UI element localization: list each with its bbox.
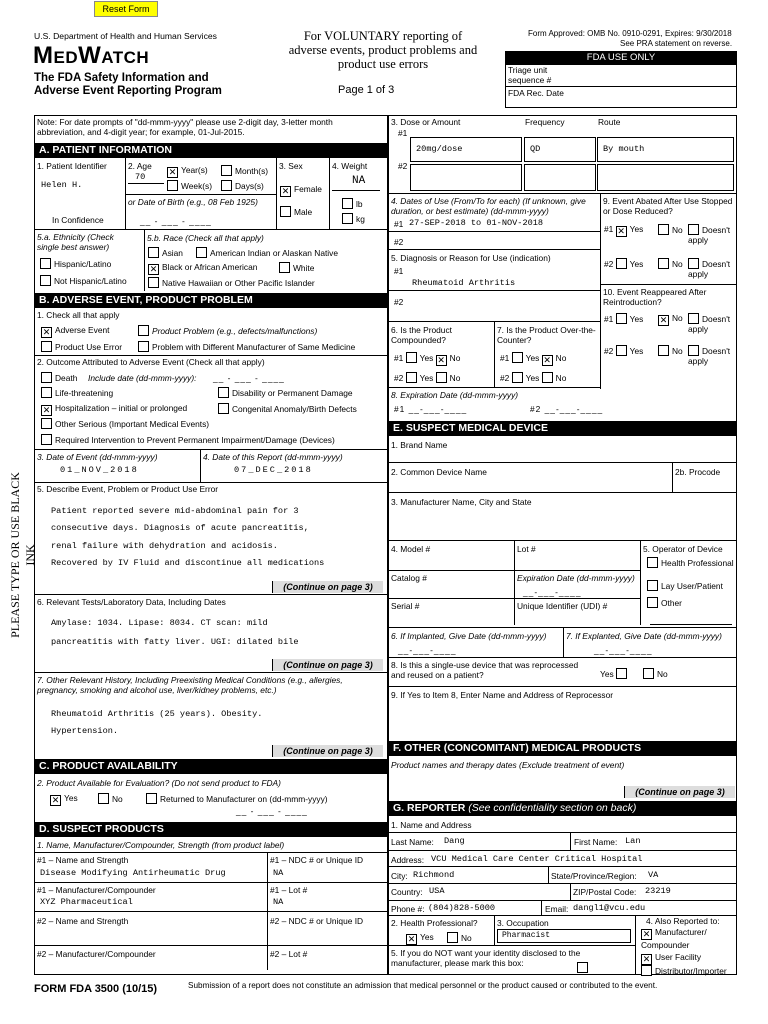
hp-no-checkbox[interactable]: No <box>447 932 472 943</box>
reappeared-label: 10. Event Reappeared After Reintroduction? <box>603 287 707 307</box>
reapp-2-no[interactable]: No <box>658 345 683 356</box>
catalog-label: Catalog # <box>391 573 427 583</box>
death-date-field[interactable]: __ - ___ - ____ <box>213 373 285 383</box>
single-use-no[interactable]: No <box>643 668 668 679</box>
footer-disclaimer: Submission of a report does not constitute an admission that medical personnel or the product caused or contributed to the event. <box>188 981 658 990</box>
death-checkbox[interactable]: Death <box>41 372 77 383</box>
address-value[interactable]: VCU Medical Care Center Critical Hospital <box>431 854 643 864</box>
operator-lay-checkbox[interactable]: Lay User/Patient <box>647 580 723 591</box>
abated-2-no[interactable]: No <box>658 258 683 269</box>
manufacturer-2-label: #2 – Manufacturer/Compounder <box>37 949 156 959</box>
first-name-label: First Name: <box>574 837 618 847</box>
hospitalization-checkbox[interactable]: ✕ Hospitalization – initial or prolonged <box>42 403 188 415</box>
section-f-header: F. OTHER (CONCOMITANT) MEDICAL PRODUCTS <box>389 741 737 756</box>
freq-1-value: QD <box>530 144 541 154</box>
medwatch-logo: MedWatch <box>33 42 150 69</box>
serial-label: Serial # <box>391 601 420 611</box>
sex-female-checkbox[interactable]: ✕ Female <box>281 184 322 196</box>
reapp-2-na[interactable]: Doesn't apply <box>688 346 731 366</box>
pra-statement: See PRA statement on reverse. <box>620 39 733 48</box>
country-value[interactable]: USA <box>429 886 445 896</box>
occupation-label: 3. Occupation <box>497 918 549 928</box>
tests-label: 6. Relevant Tests/Laboratory Data, Including Dates <box>37 597 226 607</box>
name-address-label: 1. Name and Address <box>391 820 472 830</box>
manufacturer-1-label: #1 – Manufacturer/Compounder <box>37 885 156 895</box>
lot-label: Lot # <box>517 544 536 554</box>
age-weeks-checkbox[interactable]: Week(s) <box>167 180 212 191</box>
dob-field[interactable]: __ - ___ - ____ <box>140 216 212 226</box>
suspect-name-label: 1. Name, Manufacturer/Compounder, Strength (from product label) <box>37 840 285 850</box>
implanted-field[interactable]: __-___-____ <box>398 645 457 655</box>
age-months-checkbox[interactable]: Month(s) <box>221 165 268 176</box>
fda-rec-label: FDA Rec. Date <box>508 88 564 98</box>
date-of-report-value[interactable]: 07_DEC_2018 <box>234 465 313 475</box>
sex-male-checkbox[interactable]: Male <box>280 206 312 217</box>
describe-line-4[interactable]: Recovered by IV Fluid and discontinue all medications <box>51 558 325 568</box>
age-label: 2. Age <box>128 161 152 171</box>
explanted-label: 7. If Explanted, Give Date (dd-mmm-yyyy) <box>566 631 722 641</box>
also-reported-label: 4. Also Reported to: <box>646 916 720 926</box>
age-days-checkbox[interactable]: Days(s) <box>221 180 264 191</box>
age-years-checkbox[interactable]: ✕ Year(s) <box>168 165 208 177</box>
section-a-header: A. PATIENT INFORMATION <box>35 143 387 158</box>
email-label: Email: <box>545 904 569 914</box>
abated-2-na[interactable]: Doesn't apply <box>688 259 731 279</box>
continue-history-button[interactable]: (Continue on page 3) <box>272 745 383 757</box>
side-instruction: PLEASE TYPE OR USE BLACK INK <box>8 472 37 638</box>
ndc-1-label: #1 – NDC # or Unique ID <box>270 855 364 865</box>
lot-1-value[interactable]: NA <box>273 897 284 907</box>
phone-label: Phone #: <box>391 904 425 914</box>
dates-of-use-label: 4. Dates of Use (From/To for each) (If unknown, give duration, or best estimate) (dd-mmm-yyyy) <box>391 196 586 216</box>
reset-form-button[interactable]: Reset Form <box>94 1 158 17</box>
reprocessor-label: 9. If Yes to Item 8, Enter Name and Address of Reprocessor <box>391 690 614 700</box>
expiration-label: 8. Expiration Date (dd-mmm-yyyy) <box>391 390 519 400</box>
race-amind-checkbox[interactable]: American Indian or Alaskan Native <box>196 247 338 258</box>
describe-label: 5. Describe Event, Problem or Product Use Error <box>37 484 219 494</box>
zip-label: ZIP/Postal Code: <box>573 887 637 897</box>
race-asian-checkbox[interactable]: Asian <box>148 247 183 258</box>
dose-label: 3. Dose or Amount <box>391 117 461 127</box>
product-use-error-checkbox[interactable]: Product Use Error <box>41 341 122 352</box>
row2-marker: #2 <box>398 161 408 171</box>
returned-date-field[interactable]: __ - ___ - ____ <box>236 806 308 816</box>
diagnosis-label: 5. Diagnosis or Reason for Use (indication) <box>391 253 551 263</box>
brand-name-label: 1. Brand Name <box>391 440 448 450</box>
history-line-1[interactable]: Rheumatoid Arthritis (25 years). Obesity. <box>51 709 263 719</box>
comp-1[interactable]: #1 Yes ✕ No <box>394 353 461 365</box>
ndc-2-label: #2 – NDC # or Unique ID <box>270 916 364 926</box>
frequency-label: Frequency <box>525 117 565 127</box>
dob-label: or Date of Birth (e.g., 08 Feb 1925) <box>128 197 258 207</box>
available-label: 2. Product Available for Evaluation? (Do not send product to FDA) <box>37 778 281 788</box>
returned-checkbox[interactable]: Returned to Manufacturer on (dd-mmm-yyyy) <box>146 793 328 804</box>
weight-label: 4. Weight <box>332 161 368 171</box>
race-black-checkbox[interactable]: ✕ Black or African American <box>149 262 258 274</box>
describe-line-3[interactable]: renal failure with dehydration and acidosis. <box>51 541 278 551</box>
describe-line-1[interactable]: Patient reported severe mid-abdominal pain for 3 <box>51 506 299 516</box>
describe-line-2[interactable]: consecutive days. Diagnosis of acute pancreatitis, <box>51 523 309 533</box>
common-device-label: 2. Common Device Name <box>391 467 487 477</box>
explanted-field[interactable]: __-___-____ <box>594 645 653 655</box>
abated-2-yes[interactable]: #2 Yes <box>604 259 644 269</box>
date-of-event-label: 3. Date of Event (dd-mmm-yyyy) <box>37 452 158 462</box>
reapp-2-yes[interactable]: #2 Yes <box>604 346 644 356</box>
triage-label: Triage unit sequence # <box>508 65 552 85</box>
reapp-1-no[interactable]: ✕ No <box>659 313 683 325</box>
also-uf-checkbox[interactable]: ✕ User Facility <box>642 952 702 964</box>
date-of-event-value[interactable]: 01_NOV_2018 <box>60 465 139 475</box>
weight-kg-checkbox[interactable]: kg <box>342 213 365 224</box>
last-name-label: Last Name: <box>391 837 434 847</box>
dose-2-field[interactable] <box>410 164 522 191</box>
section-d-header: D. SUSPECT PRODUCTS <box>35 822 387 837</box>
product-problem-checkbox[interactable]: Product Problem (e.g., defects/malfunctions) <box>138 325 317 336</box>
single-use-yes[interactable]: Yes <box>600 668 630 679</box>
form-number: FORM FDA 3500 (10/15) <box>34 983 158 995</box>
operator-hp-checkbox[interactable]: Health Professional <box>647 557 735 568</box>
row1-marker: #1 <box>398 128 408 138</box>
section-b-header: B. ADVERSE EVENT, PRODUCT PROBLEM <box>35 293 387 308</box>
age-value[interactable]: 70 <box>135 172 146 182</box>
hispanic-checkbox[interactable]: Hispanic/Latino <box>40 258 111 269</box>
available-yes-checkbox[interactable]: ✕ Yes <box>51 793 78 805</box>
compounded-label: 6. Is the Product Compounded? <box>391 325 452 345</box>
agency-name: U.S. Department of Health and Human Services <box>34 31 217 41</box>
model-label: 4. Model # <box>391 544 431 554</box>
also-mfr-checkbox[interactable]: ✕ Manufacturer/ Compounder <box>641 927 707 950</box>
occupation-value: Pharmacist <box>502 931 551 940</box>
concomitant-label: Product names and therapy dates (Exclude treatment of event) <box>391 760 625 770</box>
dates-2-marker: #2 <box>394 237 404 247</box>
first-name-value[interactable]: Lan <box>625 836 641 846</box>
weight-lb-checkbox[interactable]: lb <box>342 198 363 209</box>
otc-1[interactable]: #1 Yes ✕ No <box>500 353 567 365</box>
implanted-label: 6. If Implanted, Give Date (dd-mmm-yyyy) <box>391 631 547 641</box>
section-g-header: G. REPORTER (See confidentiality section on back) <box>389 801 737 816</box>
abated-1-no[interactable]: No <box>658 224 683 235</box>
not-disclose-label: 5. If you do NOT want your identity disclosed to the manufacturer, please mark this box: <box>391 948 581 968</box>
life-threatening-checkbox[interactable]: Life-threatening <box>41 387 113 398</box>
state-value[interactable]: VA <box>648 870 659 880</box>
state-label: State/Province/Region: <box>551 871 637 881</box>
history-line-2[interactable]: Hypertension. <box>51 726 119 736</box>
reapp-1-yes[interactable]: #1 Yes <box>604 314 644 324</box>
diagnosis-value[interactable]: Rheumatoid Arthritis <box>412 278 516 288</box>
reapp-1-na[interactable]: Doesn't apply <box>688 314 731 334</box>
not-hispanic-checkbox[interactable]: Not Hispanic/Latino <box>40 275 127 286</box>
last-name-value[interactable]: Dang <box>444 836 465 846</box>
patient-id-value[interactable]: Helen H. <box>41 180 83 190</box>
procode-label: 2b. Procode <box>675 467 721 477</box>
lot-1-label: #1 – Lot # <box>270 885 308 895</box>
continue-describe-button[interactable]: (Continue on page 3) <box>272 581 383 593</box>
operator-other-checkbox[interactable]: Other <box>647 597 682 608</box>
voluntary-text: For VOLUNTARY reporting of adverse events, product problems and product use errors <box>288 29 478 71</box>
page-number: Page 1 of 3 <box>338 84 395 96</box>
manufacturer-1-value[interactable]: XYZ Pharmaceutical <box>40 897 133 907</box>
phone-value[interactable]: (804)828-5000 <box>428 903 496 913</box>
city-label: City: <box>391 871 408 881</box>
hp-yes-checkbox[interactable]: ✕ Yes <box>407 932 434 944</box>
different-mfr-checkbox[interactable]: Problem with Different Manufacturer of Same Medicine <box>138 341 355 352</box>
not-disclose-checkbox[interactable] <box>577 962 588 973</box>
otc-2[interactable]: #2 Yes No <box>500 373 567 383</box>
ethnicity-label: 5.a. Ethnicity (Check single best answer) <box>37 232 114 252</box>
check-all-label: 1. Check all that apply <box>37 310 120 320</box>
health-professional-label: 2. Health Professional? <box>391 918 478 928</box>
sex-label: 3. Sex <box>279 161 303 171</box>
tests-line-1[interactable]: Amylase: 1034. Lipase: 8034. CT scan: mild <box>51 618 268 628</box>
ndc-1-value[interactable]: NA <box>273 868 284 878</box>
name-strength-1-value[interactable]: Disease Modifying Antirheumatic Drug <box>40 868 226 878</box>
tests-line-2[interactable]: pancreatitis with fatty liver. UGI: dilated bile <box>51 637 299 647</box>
history-label: 7. Other Relevant History, Including Preexisting Medical Conditions (e.g., allergies, pregnancy, smoking and alcohol use, liver/kidney problems, etc.) <box>37 675 343 695</box>
adverse-event-checkbox[interactable]: ✕ Adverse Event <box>42 325 110 337</box>
date-note: Note: For date prompts of "dd-mmm-yyyy" please use 2-digit day, 3-letter month abbreviation, and 4-digit year; for example, 01-Jul-2015. <box>37 117 333 137</box>
congenital-checkbox[interactable]: Congenital Anomaly/Birth Defects <box>218 403 357 414</box>
exp-1-field[interactable]: #1 __-___-____ <box>394 404 468 414</box>
in-confidence: In Confidence <box>52 215 104 225</box>
required-intervention-checkbox[interactable]: Required Intervention to Prevent Permanent Impairment/Damage (Devices) <box>41 434 335 445</box>
date-of-report-label: 4. Date of this Report (dd-mmm-yyyy) <box>203 452 343 462</box>
patient-id-label: 1. Patient Identifier <box>37 161 107 171</box>
available-no-checkbox[interactable]: No <box>98 793 123 804</box>
outcome-label: 2. Outcome Attributed to Adverse Event (Check all that apply) <box>37 357 265 367</box>
lot-2-label: #2 – Lot # <box>270 949 308 959</box>
dates-of-use-value[interactable]: 27-SEP-2018 to 01-NOV-2018 <box>409 218 544 228</box>
freq-2-field[interactable] <box>524 164 596 191</box>
address-label: Address: <box>391 855 425 865</box>
route-1-value: By mouth <box>603 144 645 154</box>
city-value[interactable]: Richmond <box>413 870 455 880</box>
weight-value[interactable]: NA <box>352 175 366 187</box>
diag-2-marker: #2 <box>394 297 404 307</box>
abated-1-yes[interactable]: #1 ✕ Yes <box>604 224 644 236</box>
omb-approval: Form Approved: OMB No. 0910-0291, Expires: 9/30/2018 <box>528 29 732 38</box>
udi-label: Unique Identifier (UDI) # <box>517 601 608 611</box>
route-label: Route <box>598 117 621 127</box>
section-c-header: C. PRODUCT AVAILABILITY <box>35 759 387 774</box>
abated-1-na[interactable]: Doesn't apply <box>688 225 731 245</box>
comp-2[interactable]: #2 Yes No <box>394 373 461 383</box>
continue-concomitant-button[interactable]: (Continue on page 3) <box>624 786 735 798</box>
operator-label: 5. Operator of Device <box>643 544 723 554</box>
name-strength-1-label: #1 – Name and Strength <box>37 855 129 865</box>
section-e-header: E. SUSPECT MEDICAL DEVICE <box>389 421 737 436</box>
expdate-field[interactable]: __-___-____ <box>523 587 582 597</box>
continue-tests-button[interactable]: (Continue on page 3) <box>272 659 383 671</box>
route-2-field[interactable] <box>597 164 734 191</box>
name-strength-2-label: #2 – Name and Strength <box>37 916 129 926</box>
death-date-label: Include date (dd-mmm-yyyy): <box>88 373 197 383</box>
other-serious-checkbox[interactable]: Other Serious (Important Medical Events) <box>41 418 209 429</box>
abated-label: 9. Event Abated After Use Stopped or Dose Reduced? <box>603 196 733 216</box>
country-label: Country: <box>391 887 423 897</box>
diag-1-marker: #1 <box>394 266 404 276</box>
race-label: 5.b. Race (Check all that apply) <box>147 233 264 243</box>
program-subtitle: The FDA Safety Information and Adverse Event Reporting Program <box>34 72 222 97</box>
exp-2-field[interactable]: #2 __-___-____ <box>530 404 604 414</box>
dose-1-value: 20mg/dose <box>416 144 463 154</box>
device-mfr-label: 3. Manufacturer Name, City and State <box>391 497 532 507</box>
disability-checkbox[interactable]: Disability or Permanent Damage <box>218 387 353 398</box>
dates-1-marker: #1 <box>394 219 404 229</box>
race-white-checkbox[interactable]: White <box>279 262 314 273</box>
expdate-label: Expiration Date (dd-mmm-yyyy) <box>517 573 635 583</box>
also-dist-checkbox[interactable]: Distributor/Importer <box>641 965 727 976</box>
email-value[interactable]: dangl1@vcu.edu <box>573 903 646 913</box>
race-nhpi-checkbox[interactable]: Native Hawaiian or Other Pacific Islander <box>148 277 315 288</box>
otc-label: 7. Is the Product Over-the-Counter? <box>497 325 596 345</box>
zip-value[interactable]: 23219 <box>645 886 671 896</box>
single-use-label: 8. Is this a single-use device that was reprocessed and reused on a patient? <box>391 660 579 680</box>
fda-use-only: FDA USE ONLY <box>505 51 737 64</box>
